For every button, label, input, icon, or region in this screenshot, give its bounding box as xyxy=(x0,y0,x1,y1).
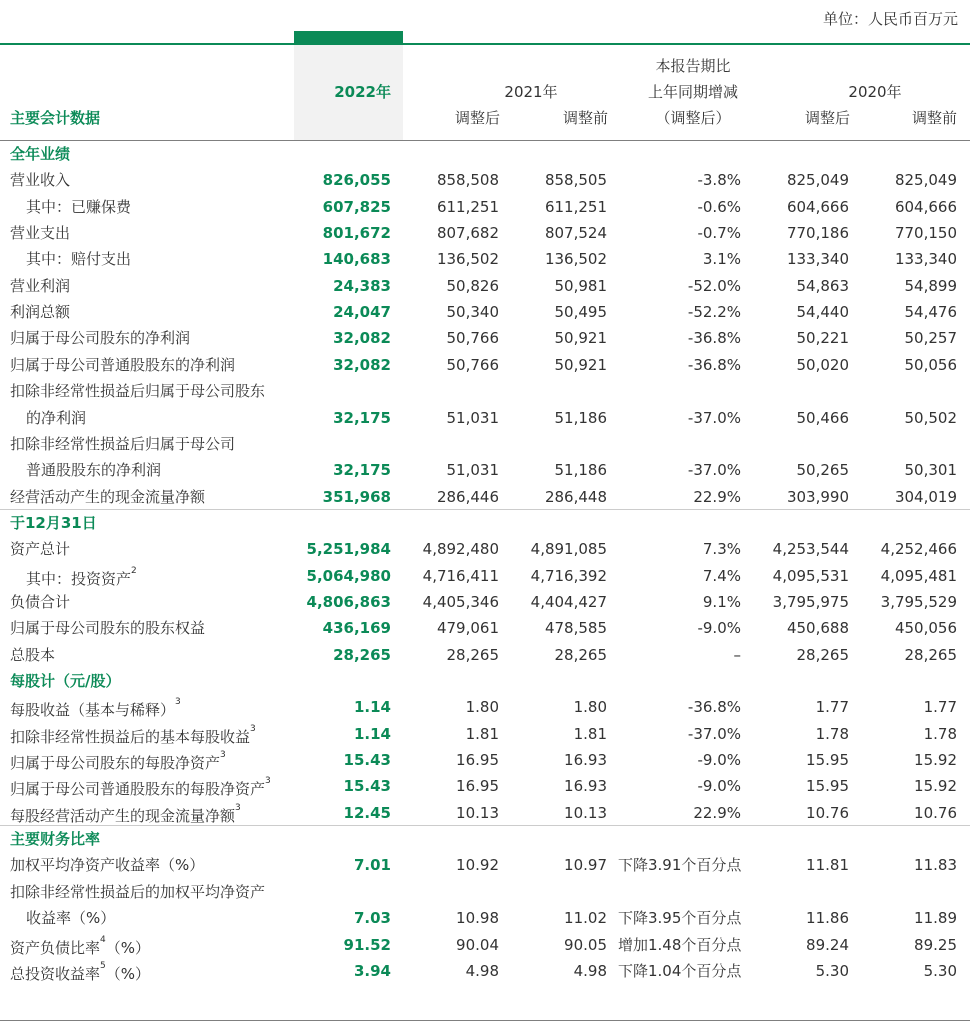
row-label xyxy=(10,299,70,325)
value-2020-adjusted-before: 50,502 xyxy=(904,408,957,427)
table-row xyxy=(0,642,970,668)
row-label-text: 营业支出 xyxy=(10,224,71,243)
value-2021-adjusted-after: 1.80 xyxy=(465,698,499,717)
row-label xyxy=(10,879,265,905)
bottom-rule xyxy=(0,1020,970,1021)
value-2022: 28,265 xyxy=(333,645,391,664)
footnote-marker: 3 xyxy=(220,750,226,761)
value-2020-adjusted-after: 50,020 xyxy=(796,355,849,374)
value-2021-adjusted-before: 10.97 xyxy=(564,856,607,875)
value-2020-adjusted-before: 54,899 xyxy=(904,276,957,295)
change-heading-line3: （调整后） xyxy=(655,109,731,127)
row-label xyxy=(10,747,226,773)
row-label-text: 扣除非经常性损益后归属于母公司股东 xyxy=(10,382,266,401)
change-percent: -3.8% xyxy=(697,171,741,190)
change-percent: 22.9% xyxy=(693,803,741,822)
value-2021-adjusted-after: 10.98 xyxy=(456,909,499,928)
value-2022: 7.01 xyxy=(353,856,391,875)
value-2020-adjusted-after: 89.24 xyxy=(806,935,849,954)
row-label-text: 其中：已赚保费 xyxy=(26,197,132,216)
row-label xyxy=(10,325,190,351)
row-label xyxy=(10,536,70,562)
row-label-suffix: （%） xyxy=(105,964,151,983)
value-2021-adjusted-before: 611,251 xyxy=(544,197,607,216)
value-2022: 32,175 xyxy=(333,408,391,427)
value-2020-adjusted-after: 5.30 xyxy=(815,961,849,980)
change-note: 下降1.04个百分点 xyxy=(618,961,742,980)
value-2021-adjusted-after: 611,251 xyxy=(436,197,499,216)
value-2020-adjusted-before: 4,252,466 xyxy=(880,540,957,559)
value-2021-adjusted-after: 51,031 xyxy=(446,408,499,427)
value-2020-adjusted-after: 4,095,531 xyxy=(772,566,849,585)
change-percent: 9.1% xyxy=(702,592,741,611)
table-row xyxy=(0,932,970,958)
row-label xyxy=(26,563,137,589)
row-label-text: 其中：投资资产 xyxy=(26,569,132,588)
row-label xyxy=(10,273,70,299)
value-2021-adjusted-after: 4,716,411 xyxy=(422,566,499,585)
row-label xyxy=(10,852,204,878)
row-label xyxy=(26,905,115,931)
value-2021-adjusted-after: 479,061 xyxy=(436,619,499,638)
row-label xyxy=(26,246,131,272)
row-label-text: 归属于母公司普通股股东的每股净资产 xyxy=(10,780,266,799)
change-heading-line1: 本报告期比 xyxy=(655,57,731,75)
table-row xyxy=(0,563,970,589)
value-2022: 15.43 xyxy=(343,777,391,796)
section-row xyxy=(0,510,970,536)
value-2022: 15.43 xyxy=(343,751,391,770)
table-row xyxy=(0,747,970,773)
value-2021-adjusted-before: 4,716,392 xyxy=(530,566,607,585)
change-percent: -37.0% xyxy=(687,461,741,480)
row-label-text: 总股本 xyxy=(10,645,56,664)
value-2022: 7.03 xyxy=(353,909,391,928)
main-data-heading: 主要会计数据 xyxy=(10,109,101,127)
value-2020-adjusted-after: 15.95 xyxy=(806,751,849,770)
row-label-suffix: （%） xyxy=(105,938,151,957)
row-label-text: 扣除非经常性损益后的加权平均净资产 xyxy=(10,882,266,901)
value-2020-adjusted-before: 11.83 xyxy=(914,856,957,875)
value-2022: 24,383 xyxy=(333,276,391,295)
table-row xyxy=(0,721,970,747)
change-note: 下降3.91个百分点 xyxy=(618,856,742,875)
table-row xyxy=(0,378,970,404)
change-percent: 22.9% xyxy=(693,487,741,506)
value-2021-adjusted-after: 90.04 xyxy=(456,935,499,954)
value-2020-adjusted-before: 770,150 xyxy=(894,224,957,243)
section-row xyxy=(0,826,970,852)
row-label-text: 营业利润 xyxy=(10,276,71,295)
row-label-text: 的净利润 xyxy=(26,408,87,427)
section-row xyxy=(0,668,970,694)
value-2020-adjusted-after: 604,666 xyxy=(786,197,849,216)
row-label-text: 扣除非经常性损益后的基本每股收益 xyxy=(10,727,251,746)
value-2021-adjusted-before: 16.93 xyxy=(564,777,607,796)
row-label-text: 于12月31日 xyxy=(10,513,97,532)
footnote-marker: 4 xyxy=(100,934,106,945)
year-2020-heading: 2020年 xyxy=(848,83,902,101)
section-title xyxy=(10,826,100,852)
value-2020-adjusted-after: 54,440 xyxy=(796,303,849,322)
row-label xyxy=(10,721,256,747)
year-2021-adjusted-before: 调整前 xyxy=(562,109,608,127)
table-row xyxy=(0,405,970,431)
year-2022-heading: 2022年 xyxy=(334,83,391,101)
row-label xyxy=(26,457,161,483)
change-percent: -9.0% xyxy=(697,777,741,796)
row-label xyxy=(10,431,235,457)
value-2022: 12.45 xyxy=(343,803,391,822)
value-2021-adjusted-before: 136,502 xyxy=(544,250,607,269)
value-2020-adjusted-before: 54,476 xyxy=(904,303,957,322)
value-2021-adjusted-before: 51,186 xyxy=(554,408,607,427)
footnote-marker: 2 xyxy=(131,565,137,576)
value-2020-adjusted-after: 54,863 xyxy=(796,276,849,295)
row-label xyxy=(10,932,150,958)
table-row xyxy=(0,773,970,799)
change-percent: -9.0% xyxy=(697,751,741,770)
table-row xyxy=(0,852,970,878)
value-2021-adjusted-after: 50,826 xyxy=(446,276,499,295)
value-2021-adjusted-before: 478,585 xyxy=(544,619,607,638)
value-2020-adjusted-after: 450,688 xyxy=(786,619,849,638)
value-2020-adjusted-after: 825,049 xyxy=(786,171,849,190)
value-2020-adjusted-before: 825,049 xyxy=(894,171,957,190)
value-2021-adjusted-after: 16.95 xyxy=(456,777,499,796)
value-2020-adjusted-after: 770,186 xyxy=(786,224,849,243)
change-note: 下降3.95个百分点 xyxy=(618,909,742,928)
value-2022: 3.94 xyxy=(353,961,391,980)
table-row xyxy=(0,457,970,483)
table-row xyxy=(0,194,970,220)
table-row xyxy=(0,615,970,641)
value-2021-adjusted-before: 10.13 xyxy=(564,803,607,822)
row-label xyxy=(10,220,70,246)
value-2021-adjusted-before: 1.80 xyxy=(573,698,607,717)
change-percent: -37.0% xyxy=(687,408,741,427)
year-2021-adjusted-after: 调整后 xyxy=(454,109,500,127)
value-2020-adjusted-before: 28,265 xyxy=(904,645,957,664)
row-label-text: 资产总计 xyxy=(10,540,71,559)
table-row xyxy=(0,694,970,720)
row-label-text: 每股计（元/股） xyxy=(10,672,121,690)
value-2020-adjusted-before: 133,340 xyxy=(894,250,957,269)
table-row xyxy=(0,958,970,984)
value-2020-adjusted-after: 11.81 xyxy=(806,856,849,875)
value-2020-adjusted-before: 11.89 xyxy=(914,909,957,928)
row-label-text: 负债合计 xyxy=(10,592,71,611)
row-label-text: 主要财务比率 xyxy=(10,830,101,849)
row-label-text: 全年业绩 xyxy=(10,145,71,163)
table-row xyxy=(0,536,970,562)
row-label-text: 收益率（%） xyxy=(26,909,116,928)
value-2020-adjusted-after: 50,265 xyxy=(796,461,849,480)
row-label-text: 经营活动产生的现金流量净额 xyxy=(10,487,206,506)
value-2021-adjusted-before: 50,921 xyxy=(554,355,607,374)
value-2020-adjusted-before: 1.78 xyxy=(923,724,957,743)
value-2020-adjusted-before: 3,795,529 xyxy=(880,592,957,611)
table-row xyxy=(0,246,970,272)
table-row xyxy=(0,484,970,510)
value-2021-adjusted-after: 50,766 xyxy=(446,355,499,374)
change-percent: 3.1% xyxy=(702,250,741,269)
year-2020-adjusted-after: 调整后 xyxy=(804,109,850,127)
table-row xyxy=(0,431,970,457)
row-label xyxy=(10,352,235,378)
value-2021-adjusted-after: 50,766 xyxy=(446,329,499,348)
value-2020-adjusted-before: 50,257 xyxy=(904,329,957,348)
row-label xyxy=(10,484,205,510)
row-label xyxy=(10,615,205,641)
value-2021-adjusted-before: 50,495 xyxy=(554,303,607,322)
value-2022: 4,806,863 xyxy=(306,592,391,611)
value-2020-adjusted-after: 133,340 xyxy=(786,250,849,269)
value-2021-adjusted-before: 4,891,085 xyxy=(530,540,607,559)
value-2020-adjusted-before: 304,019 xyxy=(894,487,957,506)
row-label-text: 营业收入 xyxy=(10,171,71,190)
footnote-marker: 3 xyxy=(175,697,181,708)
change-percent: -37.0% xyxy=(687,724,741,743)
change-percent: – xyxy=(733,645,741,664)
value-2021-adjusted-after: 50,340 xyxy=(446,303,499,322)
change-percent: -36.8% xyxy=(687,698,741,717)
row-label xyxy=(10,378,265,404)
value-2020-adjusted-after: 4,253,544 xyxy=(772,540,849,559)
value-2022: 801,672 xyxy=(322,224,391,243)
value-2021-adjusted-after: 807,682 xyxy=(436,224,499,243)
value-2021-adjusted-after: 4.98 xyxy=(465,961,499,980)
value-2022: 32,175 xyxy=(333,461,391,480)
value-2020-adjusted-before: 15.92 xyxy=(914,777,957,796)
change-percent: -0.6% xyxy=(697,197,741,216)
value-2021-adjusted-before: 1.81 xyxy=(573,724,607,743)
section-title xyxy=(10,141,70,167)
table-row xyxy=(0,352,970,378)
row-label-text: 扣除非经常性损益后归属于母公司 xyxy=(10,434,236,453)
value-2022: 5,064,980 xyxy=(306,566,391,585)
table-row xyxy=(0,325,970,351)
value-2022: 32,082 xyxy=(333,329,391,348)
footnote-marker: 3 xyxy=(250,723,256,734)
value-2021-adjusted-after: 28,265 xyxy=(446,645,499,664)
value-2020-adjusted-before: 10.76 xyxy=(914,803,957,822)
value-2020-adjusted-before: 50,056 xyxy=(904,355,957,374)
change-percent: -52.0% xyxy=(687,276,741,295)
value-2022: 24,047 xyxy=(333,303,391,322)
row-label xyxy=(10,589,70,615)
change-note: 增加1.48个百分点 xyxy=(618,935,742,954)
table-row xyxy=(0,800,970,826)
row-label xyxy=(26,194,131,220)
value-2021-adjusted-after: 51,031 xyxy=(446,461,499,480)
row-label-text: 其中：赔付支出 xyxy=(26,250,132,269)
change-percent: 7.3% xyxy=(702,540,741,559)
value-2020-adjusted-before: 450,056 xyxy=(894,619,957,638)
value-2020-adjusted-after: 303,990 xyxy=(786,487,849,506)
value-2021-adjusted-after: 1.81 xyxy=(465,724,499,743)
section-title xyxy=(10,510,97,536)
value-2020-adjusted-before: 15.92 xyxy=(914,751,957,770)
value-2020-adjusted-after: 3,795,975 xyxy=(772,592,849,611)
value-2021-adjusted-before: 11.02 xyxy=(564,909,607,928)
table-row xyxy=(0,905,970,931)
row-label xyxy=(26,405,86,431)
value-2020-adjusted-after: 28,265 xyxy=(796,645,849,664)
footnote-marker: 5 xyxy=(100,960,106,971)
value-2021-adjusted-before: 90.05 xyxy=(564,935,607,954)
value-2021-adjusted-after: 10.92 xyxy=(456,856,499,875)
row-label-text: 资产负债比率 xyxy=(10,938,101,957)
value-2020-adjusted-after: 11.86 xyxy=(806,909,849,928)
row-label-text: 归属于母公司股东的每股净资产 xyxy=(10,754,221,773)
change-percent: -36.8% xyxy=(687,355,741,374)
table-row xyxy=(0,220,970,246)
value-2021-adjusted-after: 136,502 xyxy=(436,250,499,269)
value-2021-adjusted-before: 51,186 xyxy=(554,461,607,480)
value-2022: 607,825 xyxy=(322,197,391,216)
value-2021-adjusted-before: 16.93 xyxy=(564,751,607,770)
value-2021-adjusted-before: 807,524 xyxy=(544,224,607,243)
value-2022: 1.14 xyxy=(353,724,391,743)
value-2021-adjusted-before: 858,505 xyxy=(544,171,607,190)
row-label-text: 利润总额 xyxy=(10,303,71,322)
footnote-marker: 3 xyxy=(235,802,241,813)
value-2021-adjusted-after: 10.13 xyxy=(456,803,499,822)
row-label xyxy=(10,800,241,826)
value-2022: 91.52 xyxy=(343,935,391,954)
value-2020-adjusted-before: 4,095,481 xyxy=(880,566,957,585)
row-label-text: 归属于母公司普通股股东的净利润 xyxy=(10,355,236,374)
change-percent: -0.7% xyxy=(697,224,741,243)
value-2020-adjusted-before: 5.30 xyxy=(923,961,957,980)
row-label-text: 加权平均净资产收益率（%） xyxy=(10,856,205,875)
table-row xyxy=(0,273,970,299)
value-2021-adjusted-after: 286,446 xyxy=(436,487,499,506)
row-label xyxy=(10,958,150,984)
row-label-text: 每股经营活动产生的现金流量净额 xyxy=(10,806,236,825)
value-2020-adjusted-before: 89.25 xyxy=(914,935,957,954)
value-2022: 140,683 xyxy=(322,250,391,269)
value-2021-adjusted-after: 16.95 xyxy=(456,751,499,770)
value-2021-adjusted-before: 50,921 xyxy=(554,329,607,348)
value-2021-adjusted-after: 4,892,480 xyxy=(422,540,499,559)
row-label xyxy=(10,694,181,720)
footnote-marker: 3 xyxy=(265,776,271,787)
table-row xyxy=(0,167,970,193)
table-row xyxy=(0,589,970,615)
section-row xyxy=(0,141,970,167)
value-2020-adjusted-before: 1.77 xyxy=(923,698,957,717)
value-2022: 826,055 xyxy=(322,171,391,190)
row-label xyxy=(10,773,271,799)
value-2021-adjusted-before: 28,265 xyxy=(554,645,607,664)
value-2022: 436,169 xyxy=(322,619,391,638)
value-2020-adjusted-after: 50,221 xyxy=(796,329,849,348)
value-2020-adjusted-after: 10.76 xyxy=(806,803,849,822)
value-2020-adjusted-after: 1.77 xyxy=(815,698,849,717)
change-percent: 7.4% xyxy=(702,566,741,585)
value-2020-adjusted-after: 15.95 xyxy=(806,777,849,796)
unit-label: 单位：人民币百万元 xyxy=(822,10,958,28)
value-2020-adjusted-after: 1.78 xyxy=(815,724,849,743)
value-2021-adjusted-after: 4,405,346 xyxy=(422,592,499,611)
change-percent: -9.0% xyxy=(697,619,741,638)
row-label xyxy=(10,167,70,193)
row-label-text: 每股收益（基本与稀释） xyxy=(10,701,176,720)
change-heading-line2: 上年同期增减 xyxy=(647,83,738,101)
value-2022: 1.14 xyxy=(353,698,391,717)
value-2020-adjusted-before: 50,301 xyxy=(904,461,957,480)
value-2021-adjusted-before: 4,404,427 xyxy=(530,592,607,611)
row-label xyxy=(10,642,55,668)
change-percent: -52.2% xyxy=(687,303,741,322)
row-label-text: 归属于母公司股东的净利润 xyxy=(10,329,191,348)
value-2022: 5,251,984 xyxy=(306,540,391,559)
value-2021-adjusted-before: 50,981 xyxy=(554,276,607,295)
year-2021-heading: 2021年 xyxy=(504,83,558,101)
value-2021-adjusted-before: 286,448 xyxy=(544,487,607,506)
section-title xyxy=(10,668,120,694)
change-percent: -36.8% xyxy=(687,329,741,348)
value-2022: 351,968 xyxy=(322,487,391,506)
value-2020-adjusted-before: 604,666 xyxy=(894,197,957,216)
row-label-text: 普通股股东的净利润 xyxy=(26,461,162,480)
row-label-text: 归属于母公司股东的股东权益 xyxy=(10,619,206,638)
value-2021-adjusted-before: 4.98 xyxy=(573,961,607,980)
table-row xyxy=(0,299,970,325)
row-label-text: 总投资收益率 xyxy=(10,964,101,983)
value-2022: 32,082 xyxy=(333,355,391,374)
year-2020-adjusted-before: 调整前 xyxy=(911,109,957,127)
value-2021-adjusted-after: 858,508 xyxy=(436,171,499,190)
value-2020-adjusted-after: 50,466 xyxy=(796,408,849,427)
table-row xyxy=(0,879,970,905)
